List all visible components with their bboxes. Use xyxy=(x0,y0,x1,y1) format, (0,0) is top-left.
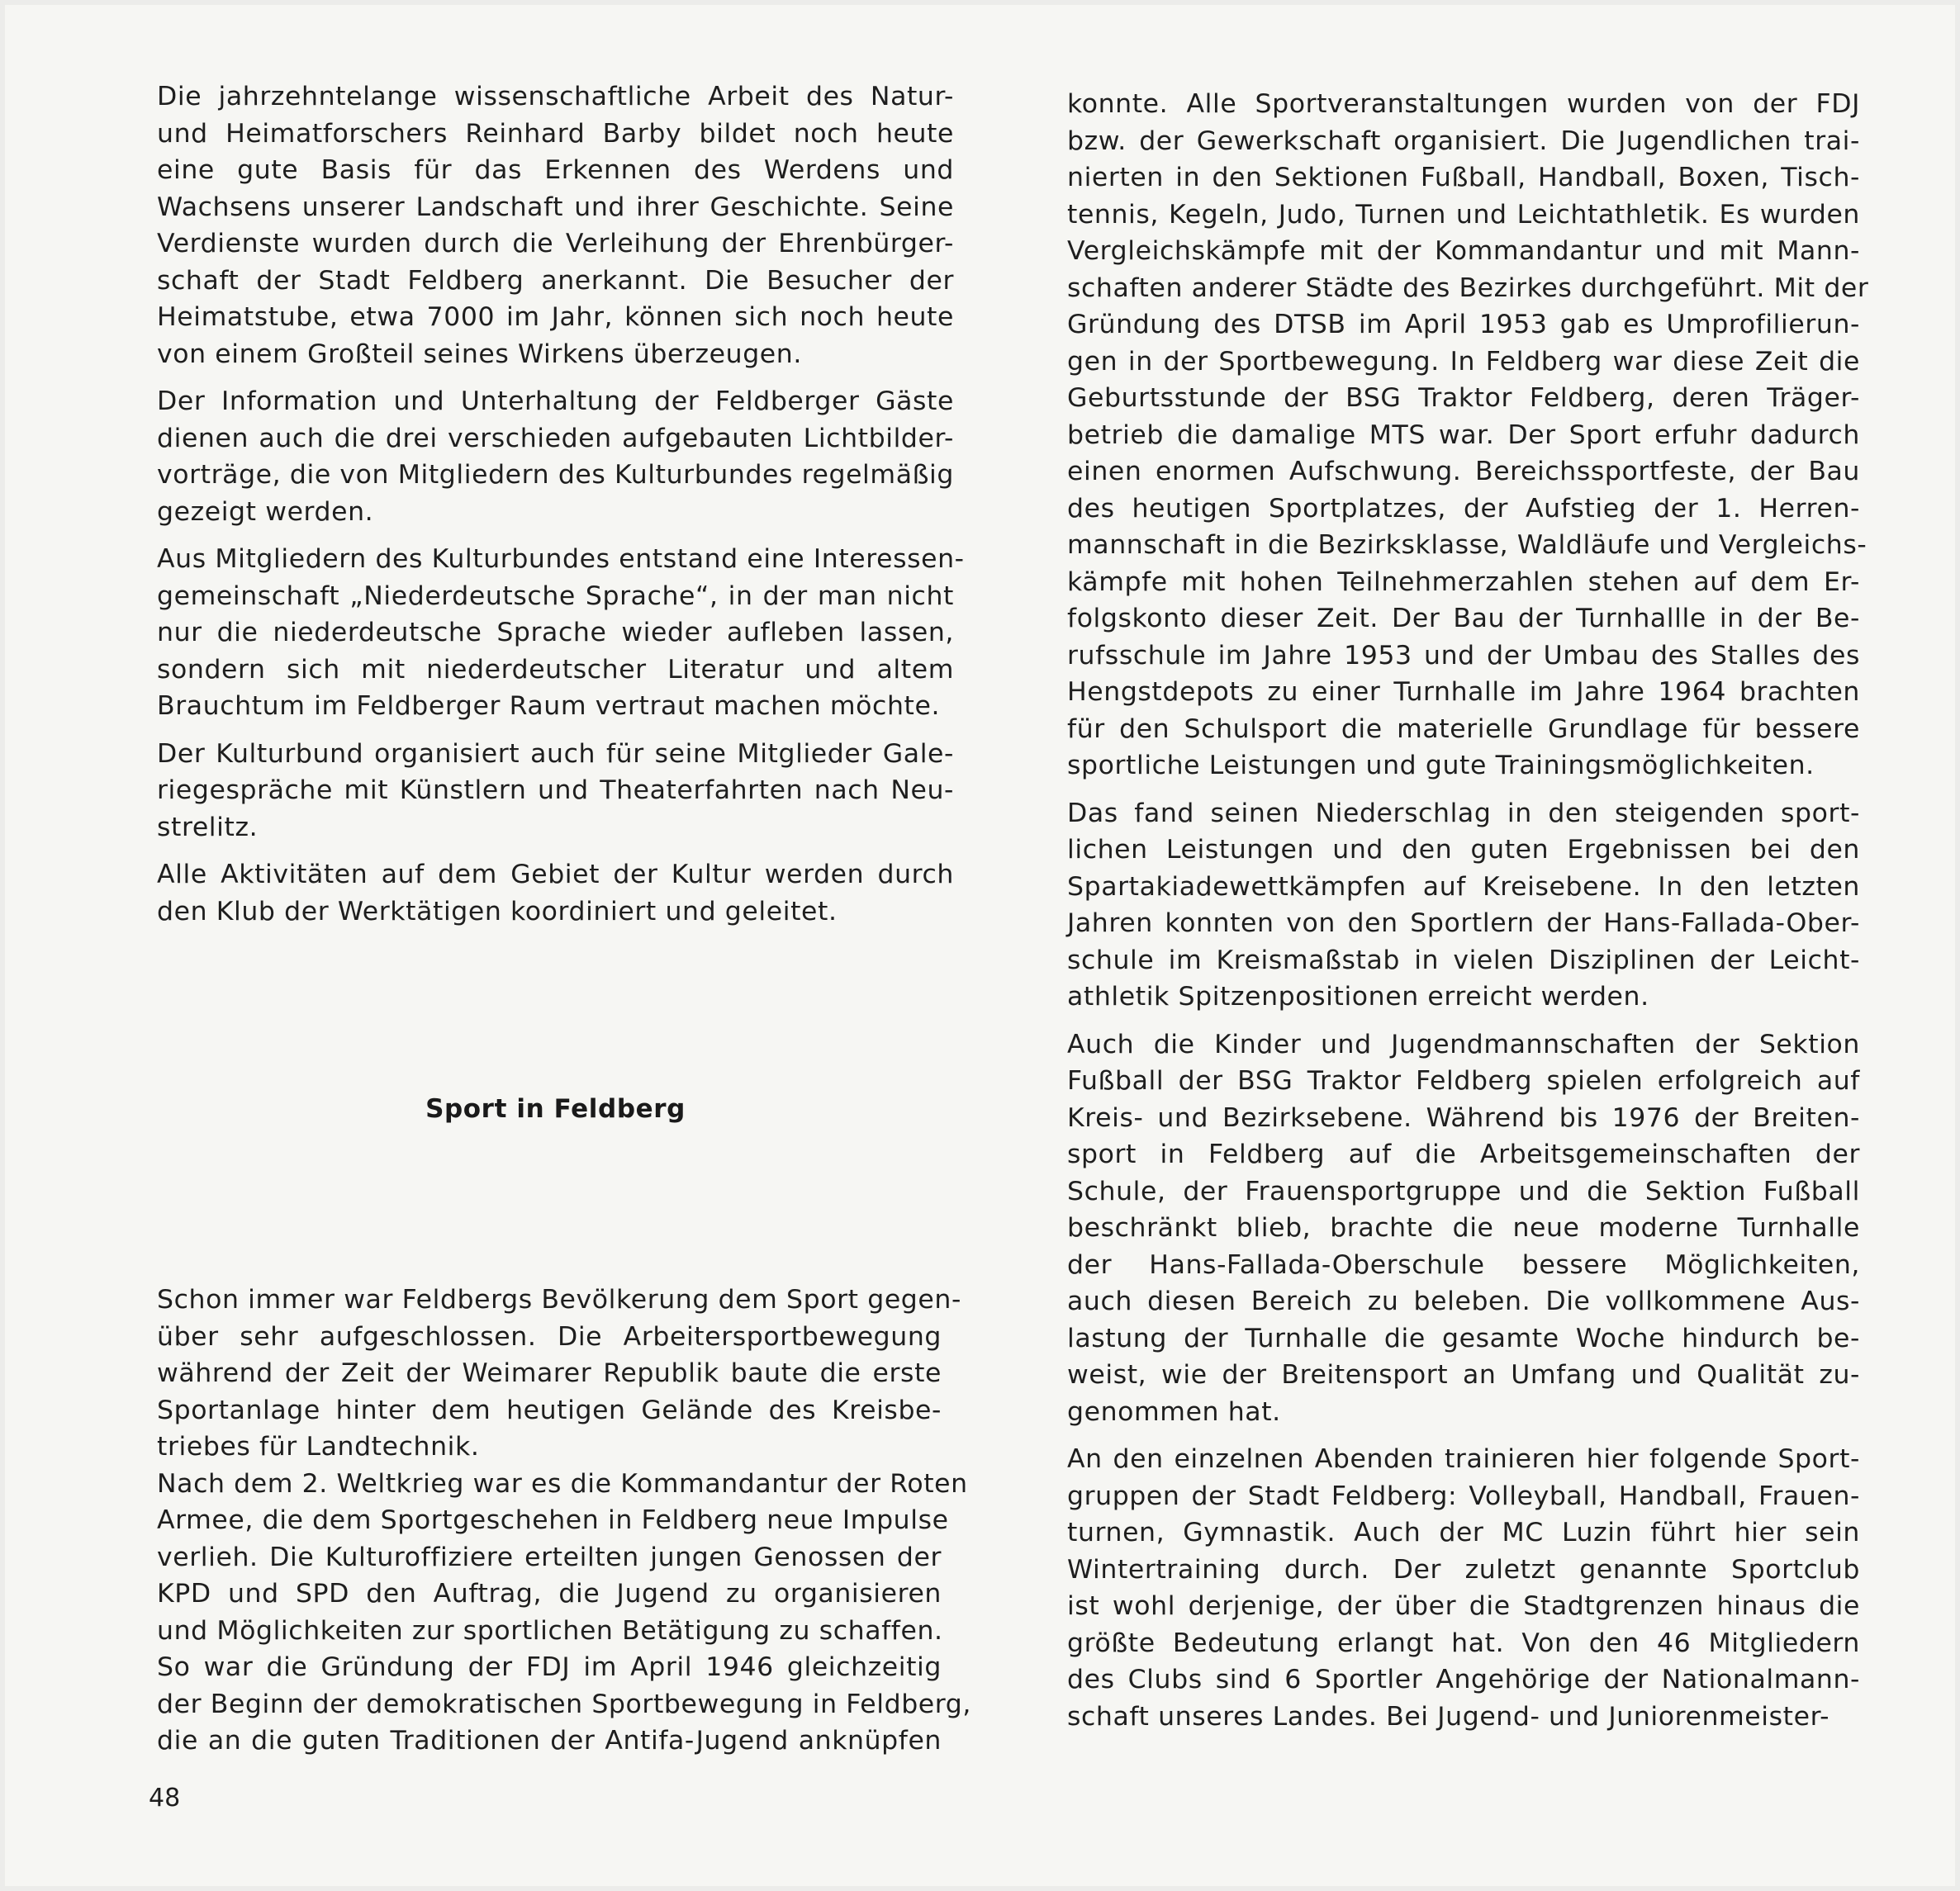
text-line: rufsschule im Jahre 1953 und der Umbau des Stalles des xyxy=(1067,640,1860,671)
text-line: riegespräche mit Künstlern und Theaterfahrten nach Neu- xyxy=(157,775,954,805)
text-line: genommen hat. xyxy=(1067,1396,1281,1427)
left-column-top xyxy=(157,78,965,930)
text-line: über sehr aufgeschlossen. Die Arbeitersportbewegung xyxy=(157,1321,942,1352)
text-line: während der Zeit der Weimarer Republik baute die erste xyxy=(157,1358,942,1388)
right-column xyxy=(1067,86,1869,1735)
text-line: auch diesen Bereich zu beleben. Die vollkommene Aus- xyxy=(1067,1287,1860,1316)
text-line: Jahren konnten von den Sportlern der Hans-Fallada-Ober- xyxy=(1067,908,1860,938)
page-number: 48 xyxy=(149,1784,181,1813)
text-line: KPD und SPD den Auftrag, die Jugend zu organisieren xyxy=(157,1579,942,1609)
text-line: An den einzelnen Abenden trainieren hier folgende Sport- xyxy=(1067,1444,1860,1474)
text-line: eine gute Basis für das Erkennen des Werdens und xyxy=(157,155,954,185)
text-line: der Hans-Fallada-Oberschule bessere Möglichkeiten, xyxy=(1067,1249,1860,1280)
text-line: Wachsens unserer Landschaft und ihrer Geschichte. Seine xyxy=(157,192,954,222)
paragraph-gap xyxy=(157,725,954,736)
paragraph xyxy=(157,541,965,725)
text-line: ist wohl derjenige, der über die Stadtgrenzen hinaus die xyxy=(1067,1591,1860,1621)
text-line: gen in der Sportbewegung. In Feldberg war diese Zeit die xyxy=(1067,346,1860,377)
text-line: sportliche Leistungen und gute Trainingsmöglichkeiten. xyxy=(1067,751,1815,780)
text-line: Brauchtum im Feldberger Raum vertraut machen möchte. xyxy=(157,691,941,721)
text-line: sport in Feldberg auf die Arbeitsgemeinschaften der xyxy=(1067,1140,1860,1169)
text-line: Der Kulturbund organisiert auch für seine Mitglieder Gale- xyxy=(157,738,954,769)
paragraph-gap xyxy=(157,846,954,856)
text-line: Gründung des DTSB im April 1953 gab es Umprofilierun- xyxy=(1067,310,1860,339)
paragraph-gap xyxy=(1067,1016,1860,1026)
text-line: Fußball der BSG Traktor Feldberg spielen erfolgreich auf xyxy=(1067,1066,1860,1096)
text-line: einen enormen Aufschwung. Bereichssportfeste, der Bau xyxy=(1067,457,1860,486)
text-line: Das fand seinen Niederschlag in den steigenden sport- xyxy=(1067,798,1860,828)
paragraph xyxy=(1067,86,1869,784)
paragraph xyxy=(1067,1026,1860,1431)
text-line: athletik Spitzenpositionen erreicht werden. xyxy=(1067,982,1649,1012)
text-line: Alle Aktivitäten auf dem Gebiet der Kultur werden durch xyxy=(157,860,954,889)
text-line: Heimatstube, etwa 7000 im Jahr, können sich noch heute xyxy=(157,302,954,332)
text-line: des heutigen Sportplatzes, der Aufstieg der 1. Herren- xyxy=(1067,493,1860,524)
paragraph xyxy=(157,856,954,930)
text-line: kämpfe mit hohen Teilnehmerzahlen stehen auf dem Er- xyxy=(1067,566,1860,597)
text-line: Schon immer war Feldbergs Bevölkerung dem Sport gegen- xyxy=(157,1285,961,1315)
paragraph-gap xyxy=(157,530,954,541)
text-line: Der Information und Unterhaltung der Feldberger Gäste xyxy=(157,386,954,416)
text-line: turnen, Gymnastik. Auch der MC Luzin führt hier sein xyxy=(1067,1518,1860,1547)
text-line: strelitz. xyxy=(157,812,259,842)
text-line: gruppen der Stadt Feldberg: Volleyball, Handball, Frauen- xyxy=(1067,1481,1860,1511)
text-line: bzw. der Gewerkschaft organisiert. Die Jugendlichen trai- xyxy=(1067,126,1860,156)
text-line: betrieb die damalige MTS war. Der Sport erfuhr dadurch xyxy=(1067,419,1860,450)
text-line: Armee, die dem Sportgeschehen in Feldberg neue Impulse xyxy=(157,1505,949,1535)
text-line: lastung der Turnhalle die gesamte Woche hindurch be- xyxy=(1067,1323,1860,1353)
text-line: für den Schulsport die materielle Grundlage für bessere xyxy=(1067,713,1860,744)
text-line: Kreis- und Bezirksebene. Während bis 1976 der Breiten- xyxy=(1067,1102,1860,1133)
text-line: beschränkt blieb, brachte die neue moderne Turnhalle xyxy=(1067,1213,1860,1243)
text-line: schaften anderer Städte des Bezirkes durchgeführt. Mit der xyxy=(1067,273,1869,303)
text-line: Nach dem 2. Weltkrieg war es die Kommandantur der Roten xyxy=(157,1468,968,1499)
text-line: die an die guten Traditionen der Antifa-Jugend anknüpfen xyxy=(157,1726,942,1756)
text-line: von einem Großteil seines Wirkens überzeugen. xyxy=(157,339,802,369)
text-line: Aus Mitgliedern des Kulturbundes entstand eine Interessen- xyxy=(157,544,965,574)
text-line: Schule, der Frauensportgruppe und die Sektion Fußball xyxy=(1067,1176,1860,1206)
text-line: dienen auch die drei verschieden aufgebauten Lichtbilder- xyxy=(157,423,954,453)
text-line: Geburtsstunde der BSG Traktor Feldberg, deren Träger- xyxy=(1067,383,1860,413)
text-line: Die jahrzehntelange wissenschaftliche Arbeit des Natur- xyxy=(157,82,954,111)
text-line: schaft unseres Landes. Bei Jugend- und Juniorenmeister- xyxy=(1067,1701,1830,1732)
text-line: nierten in den Sektionen Fußball, Handball, Boxen, Tisch- xyxy=(1067,163,1860,192)
text-line: So war die Gründung der FDJ im April 1946 gleichzeitig xyxy=(157,1652,942,1682)
text-line: vorträge, die von Mitgliedern des Kulturbundes regelmäßig xyxy=(157,460,954,490)
text-line: nur die niederdeutsche Sprache wieder aufleben lassen, xyxy=(157,618,954,647)
text-line: verlieh. Die Kulturoffiziere erteilten jungen Genossen der xyxy=(157,1542,942,1572)
text-line: den Klub der Werktätigen koordiniert und geleitet. xyxy=(157,896,838,927)
paragraph xyxy=(1067,1441,1860,1735)
text-line: weist, wie der Breitensport an Umfang und Qualität zu- xyxy=(1067,1360,1860,1390)
left-column-bottom xyxy=(157,1282,971,1760)
paragraph xyxy=(157,383,954,530)
text-line: der Beginn der demokratischen Sportbewegung in Feldberg, xyxy=(157,1689,971,1719)
paragraph xyxy=(157,736,954,846)
text-line: Verdienste wurden durch die Verleihung der Ehrenbürger- xyxy=(157,229,954,258)
text-line: mannschaft in die Bezirksklasse, Waldläufe und Vergleichs- xyxy=(1067,530,1867,560)
paragraph-gap xyxy=(1067,784,1860,795)
text-line: triebes für Landtechnik. xyxy=(157,1432,480,1462)
text-line: lichen Leistungen und den guten Ergebnissen bei den xyxy=(1067,835,1860,865)
text-line: Sportanlage hinter dem heutigen Gelände des Kreisbe- xyxy=(157,1395,942,1425)
text-line: Hengstdepots zu einer Turnhalle im Jahre 1964 brachten xyxy=(1067,677,1860,707)
text-line: gemeinschaft „Niederdeutsche Sprache“, in der man nicht xyxy=(157,581,954,611)
text-line: und Heimatforschers Reinhard Barby bildet noch heute xyxy=(157,118,954,149)
text-line: schule im Kreismaßstab in vielen Disziplinen der Leicht- xyxy=(1067,945,1860,975)
text-line: Auch die Kinder und Jugendmannschaften der Sektion xyxy=(1067,1029,1860,1059)
text-line: sondern sich mit niederdeutscher Literatur und altem xyxy=(157,654,954,685)
text-line: schaft der Stadt Feldberg anerkannt. Die Besucher der xyxy=(157,265,954,296)
text-line: des Clubs sind 6 Sportler Angehörige der Nationalmann- xyxy=(1067,1665,1860,1694)
text-line: konnte. Alle Sportveranstaltungen wurden von der FDJ xyxy=(1067,89,1860,119)
text-line: größte Bedeutung erlangt hat. Von den 46 Mitgliedern xyxy=(1067,1628,1860,1658)
paragraph-gap xyxy=(157,372,954,383)
section-heading: Sport in Feldberg xyxy=(425,1094,686,1124)
text-line: Vergleichskämpfe mit der Kommandantur und mit Mann- xyxy=(1067,236,1860,266)
text-line: gezeigt werden. xyxy=(157,496,374,527)
paragraph-gap xyxy=(1067,1430,1860,1441)
text-line: Wintertraining durch. Der zuletzt genannte Sportclub xyxy=(1067,1554,1860,1585)
text-line: Spartakiadewettkämpfen auf Kreisebene. In den letzten xyxy=(1067,871,1860,902)
text-line: tennis, Kegeln, Judo, Turnen und Leichtathletik. Es wurden xyxy=(1067,199,1860,230)
text-line: folgskonto dieser Zeit. Der Bau der Turnhallle in der Be- xyxy=(1067,604,1860,633)
text-line: und Möglichkeiten zur sportlichen Betätigung zu schaffen. xyxy=(157,1615,943,1646)
paragraph xyxy=(157,78,954,372)
paragraph xyxy=(1067,795,1860,1016)
